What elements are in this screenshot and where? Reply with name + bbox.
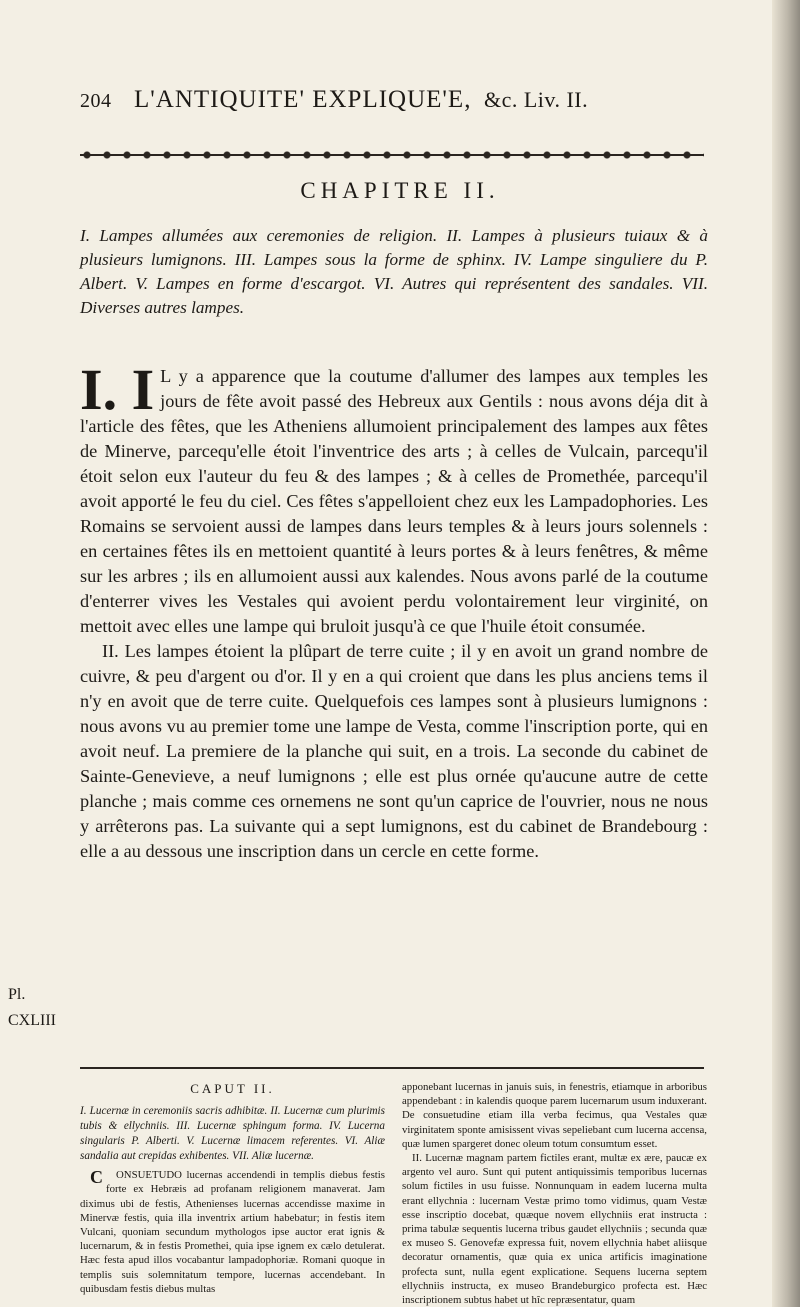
french-body (80, 357, 708, 864)
column-rule (80, 1067, 704, 1069)
latin-initial: C (90, 1167, 103, 1188)
latin-summary: I. Lucernæ in ceremoniis sacris adhibitæ. II. Lucernæ cum plurimis tubis & ellychniis. III. Lucernæ sphingum forma. IV. Lucerna singularis P. Alberti. V. Lucernæ limacem referentes. VI. Aliæ sandalia aut crepidas exhibentes. VII. Aliæ lucernæ. (80, 1105, 385, 1163)
chapter-summary: I. Lampes allumées aux ceremonies de religion. II. Lampes à plusieurs tuiaux & à plusieurs lumignons. III. Lampes sous la forme de sphinx. IV. Lampe singuliere du P. Albert. V. Lampes en forme d'escargot. VI. Autres qui représentent des sandales. VII. Diverses autres lampes. (80, 226, 708, 317)
running-head (80, 86, 700, 116)
plate-reference-label: Pl. (8, 986, 26, 1003)
drop-cap: I. I (80, 357, 155, 422)
book-title: L'ANTIQUITE' EXPLIQUE'E, (134, 86, 472, 113)
latin-column-left (80, 1080, 385, 1296)
french-paragraph-2: II. Les lampes étoient la plûpart de terre cuite ; il y en avoit un grand nombre de cuivre, & peu d'argent ou d'or. Il y en a qui croient que dans les plus anciens tems il n'y en avoit que de terre cuite. Quelquefois ces lampes sont à plusieurs lumignons : nous avons vu au premier tome une lampe de Vesta, comme l'inscription porte, qui en avoit neuf. La premiere de la planche qui suit, en a trois. La seconde du cabinet de Sainte-Genevieve, a neuf lumignons ; elle est plus ornée qu'aucune autre de cette planche ; mais comme ces ornemens ne sont qu'un caprice de l'ouvrier, nous ne nous y arrêterons pas. La suivante qui a sept lumignons, est du cabinet de Brandebourg : elle a au dessous une inscription dans un cercle en cette forme. (80, 641, 708, 861)
latin-heading: CAPUT II. (190, 1081, 275, 1096)
page-number: 204 (80, 90, 112, 112)
latin-paragraph-1-text: ONSUETUDO lucernas accendendi in templis diebus festis forte ex Hebræis ad profanam religionem manaverat. Jam diximus ubi de festis, Athenienses lucernas accendisse maxime in Minervæ festis, quia illa inventrix artium habebatur; in festis item Vulcani, quoniam secundum mythologos ipse auctor erat ignis & lucernarum, & in festis Promethei, quia ipse ignem ex cælo detulerat. Hæc festa apud illos vocabantur lampadophoriæ. Romani quoque in templis suis solemnitatum tempore, lucernas accendebant. In quibusdam festis diebus multas (80, 1169, 385, 1295)
chapter-heading: CHAPITRE II. (300, 178, 500, 203)
french-paragraph-1-text: L y a apparence que la coutume d'allumer des lampes aux temples les jours de fête avoit passé des Hebreux aux Gentils : nous avons déja dit à l'article des fêtes, que les Atheniens allumoient principalement des lampes aux fêtes de Minerve, parcequ'elle étoit l'inventrice des arts ; à celles de Vulcain, parcequ'il étoit selon eux l'auteur du feu & des lampes ; & à celles de Promethée, parcequ'il avoit apporté le feu du ciel. Ces fêtes s'appelloient chez eux les Lampadophories. Les Romains se servoient aussi de lampes dans leurs temples & à leurs jours solennels : en certaines fêtes ils en mettoient quantité à leurs portes & à leurs fenêtres, & même sur les arbres ; ils en allumoient aussi aux kalendes. Nous avons parlé de la coutume d'enterrer vives les Vestales qui avoient perdu volontairement leur virginité, on mettoit avec elles une lampe qui bruloit jusqu'à ce que l'huile étoit consumée. (80, 366, 708, 636)
book-section: &c. Liv. II. (483, 87, 589, 112)
latin-paragraph-3: II. Lucernæ magnam partem fictiles erant, multæ ex ære, paucæ ex argento vel auro. Sunt qui putent antiquissimis temporibus lucernas solum fictiles in usu fuisse. Nonnunquam in eadem lucerna multa erant ellychnia : lucernam Vestæ primo tomo vidimus, quam Vestæ esse inscriptio docebat, quæque novem ellychniis erat instructa : prima tabulæ sequentis lucerna tribus gaudet ellychniis ; secunda quæ ex museo S. Genovefæ expressa fuit, novem ellychnia habet aliisque decoratur ornamentis, quæ quia ex unica artificis imaginatione profecta sunt, nulla egent explicatione. Sequens lucerna septem ellychniis instructa, ex museo Brandeburgico profecta est. Hæc inscriptionem subtus habet ut hîc repræsentatur, quam (402, 1152, 707, 1307)
latin-paragraph-1 (80, 1168, 385, 1296)
latin-paragraph-2: apponebant lucernas in januis suis, in fenestris, etiamque in arboribus appendebant : in kalendis quoque parem lucernarum usum induxerant. De consuetudine etiam illa verba fecimus, qua Vestales quæ virginitatem sponte amisissent vivas sepeliebant cum lucerna accensa, quæ lumen spargeret donec oleum totum consumtum esset. (402, 1081, 707, 1150)
ornament-band (80, 148, 704, 162)
plate-reference (8, 982, 74, 1034)
french-paragraph-1 (80, 357, 708, 639)
latin-column-right (402, 1080, 707, 1307)
plate-reference-number: CXLIII (8, 1012, 56, 1029)
